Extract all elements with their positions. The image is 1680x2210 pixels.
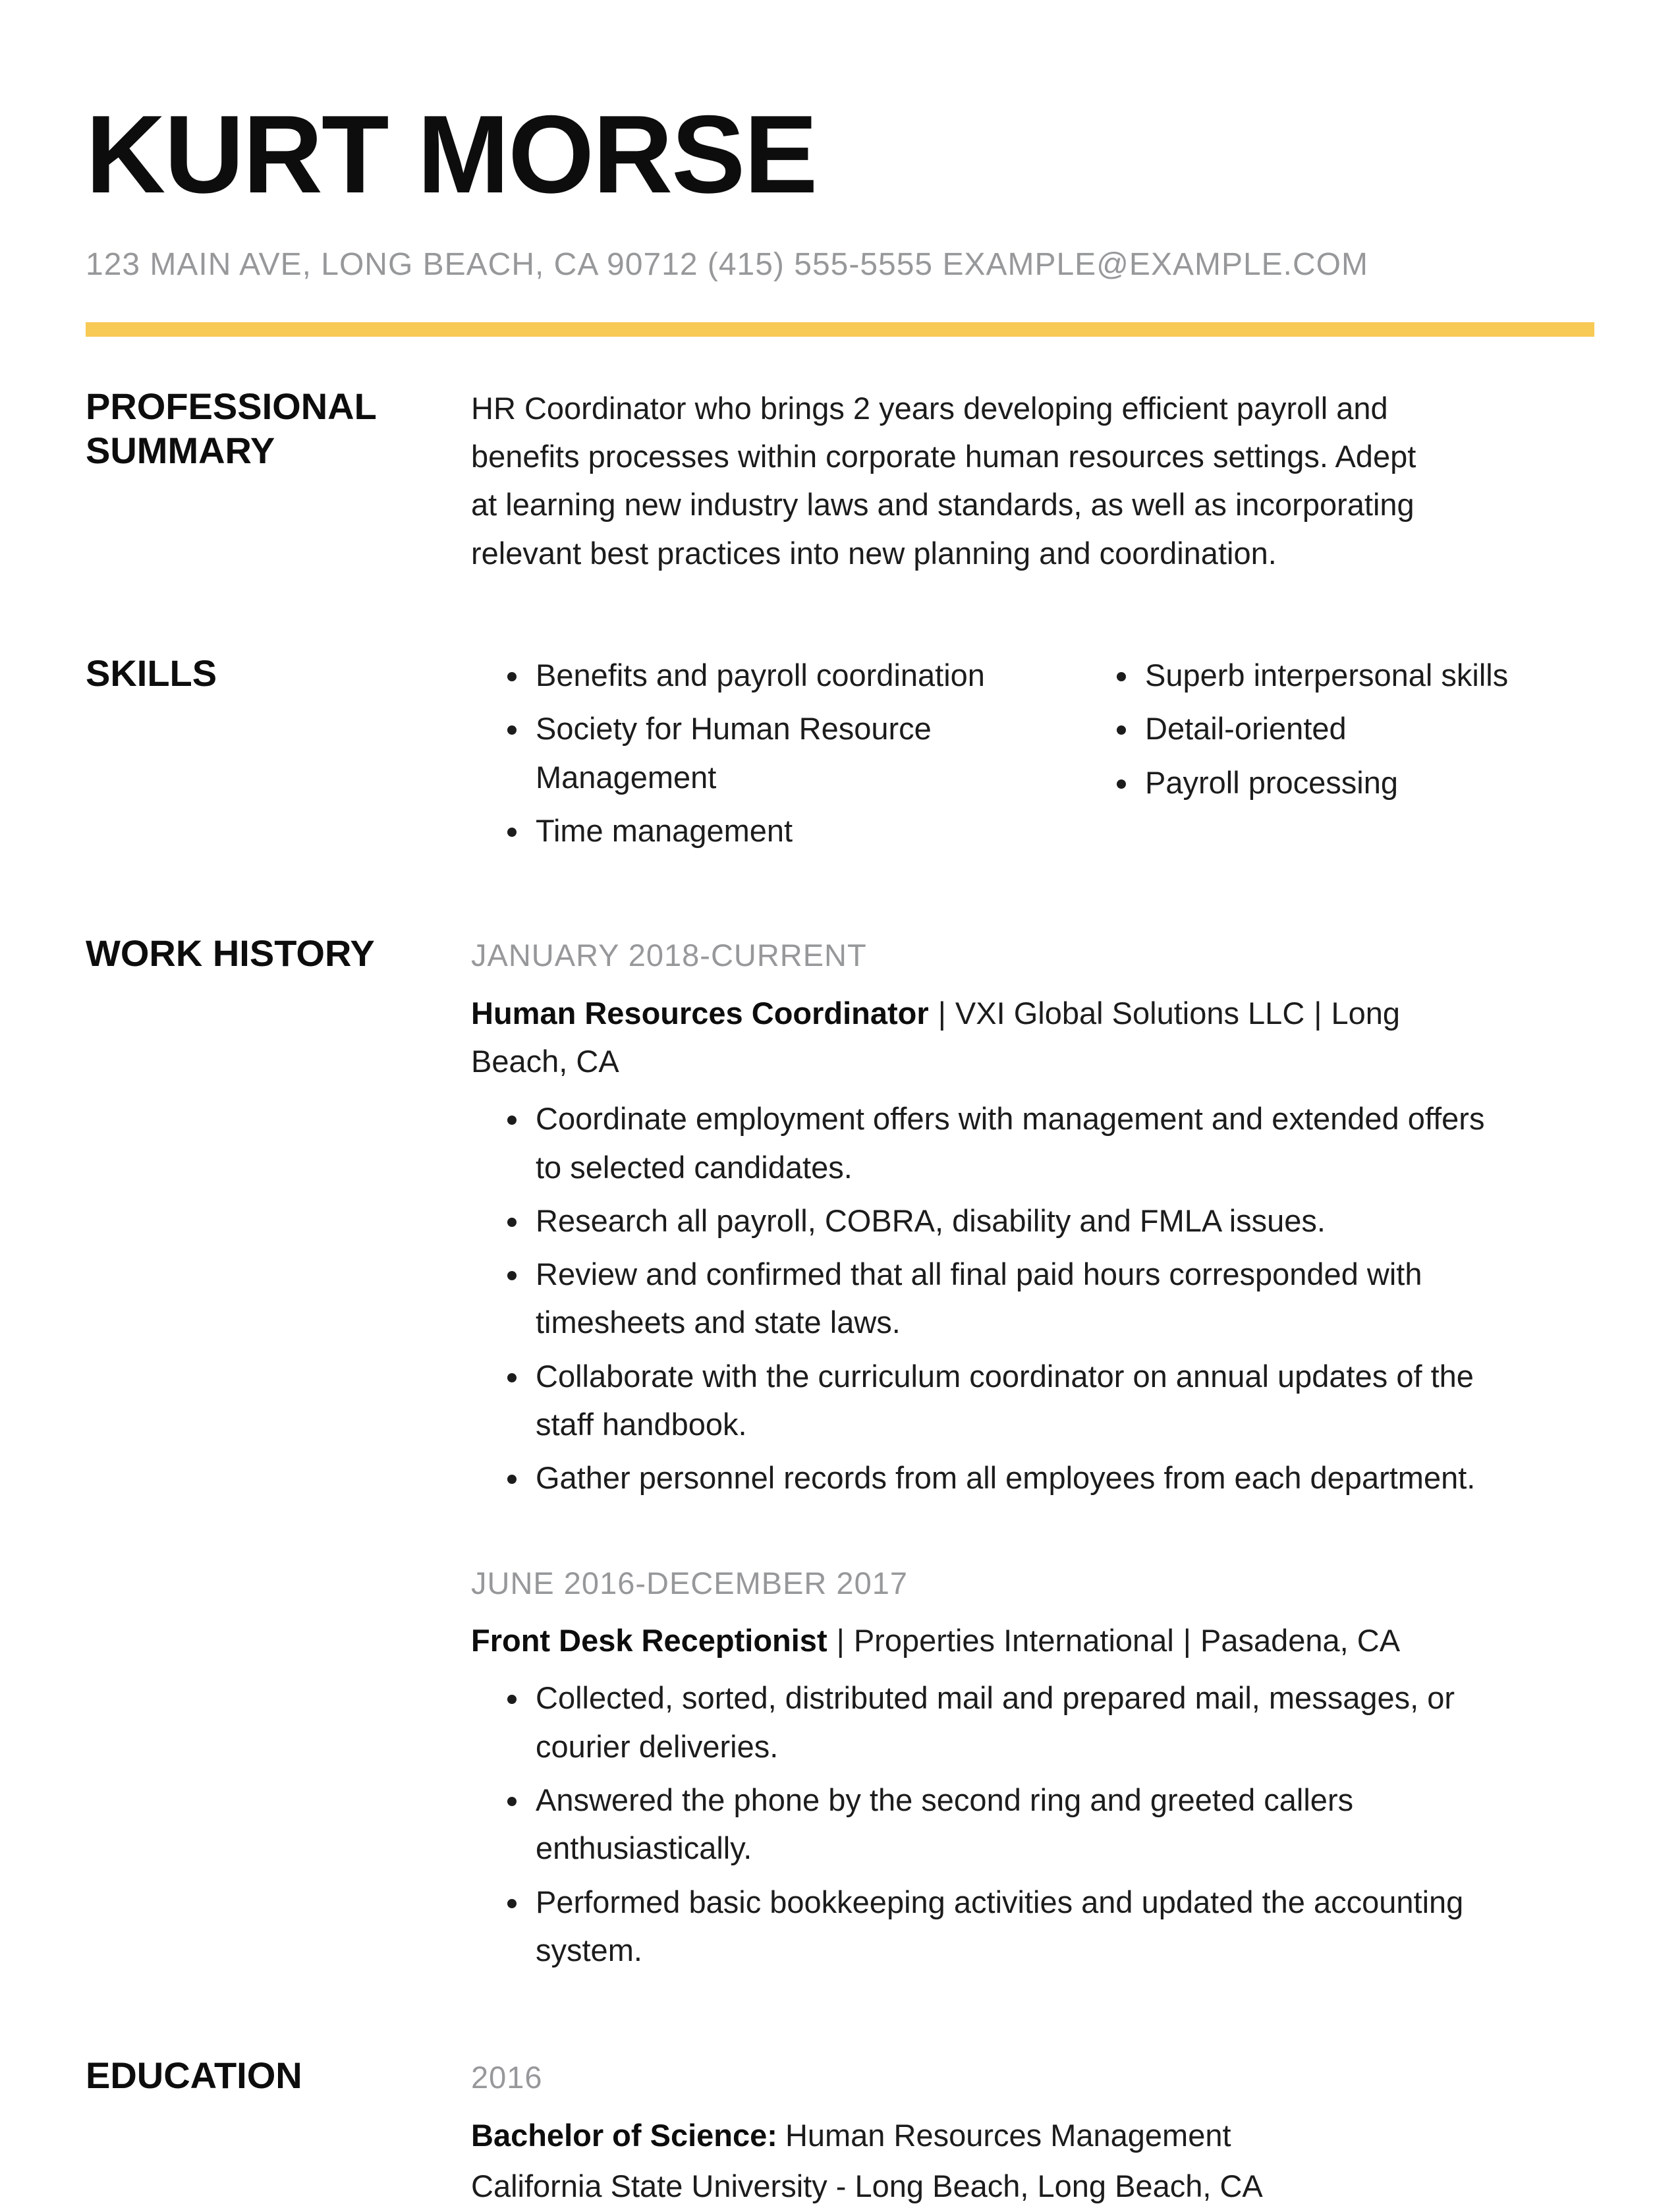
skill-item: • Superb interpersonal skills	[1140, 651, 1594, 699]
job-bullet: • Collaborate with the curriculum coordinator on annual updates of the staff handbook.	[530, 1352, 1504, 1449]
job-title: Human Resources Coordinator	[471, 995, 929, 1031]
skills-list-left	[471, 651, 1080, 855]
resume-header	[86, 92, 1594, 337]
education-content	[471, 2053, 1594, 2210]
skill-item: • Detail-oriented	[1140, 704, 1594, 752]
job-dates: JANUARY 2018-CURRENT	[471, 938, 867, 973]
pipe-separator: |	[1314, 995, 1322, 1031]
pipe-separator: |	[1183, 1623, 1191, 1658]
education-year: 2016	[471, 2060, 543, 2095]
skill-item: • Time management	[530, 807, 1003, 855]
job-bullet: • Answered the phone by the second ring and greeted callers enthusiastically.	[530, 1776, 1504, 1873]
job-dates: JUNE 2016-DECEMBER 2017	[471, 1565, 908, 1601]
job-title-line	[471, 989, 1459, 1086]
section-work-history	[86, 931, 1594, 1979]
skill-item: • Society for Human Resource Management	[530, 704, 1003, 801]
job-entry-1	[471, 931, 1594, 1502]
job-company: VXI Global Solutions LLC	[955, 995, 1305, 1031]
pipe-separator: |	[938, 995, 946, 1031]
job-location: Pasadena, CA	[1200, 1623, 1401, 1658]
job-bullet: • Collected, sorted, distributed mail and prepared mail, messages, or courier deliveries.	[530, 1674, 1504, 1771]
skills-column-left	[471, 651, 1080, 860]
job-company: Properties International	[853, 1623, 1174, 1658]
work-history-content	[471, 931, 1594, 1979]
job-bullet: • Coordinate employment offers with management and extended offers to selected candidates.	[530, 1094, 1504, 1191]
job-bullet: • Performed basic bookkeeping activities and updated the accounting system.	[530, 1878, 1504, 1975]
skills-columns	[471, 651, 1594, 860]
education-degree: Bachelor of Science:	[471, 2117, 777, 2153]
job-title: Front Desk Receptionist	[471, 1623, 827, 1658]
job-bullet-list	[471, 1674, 1594, 1974]
skills-heading: SKILLS	[86, 652, 217, 694]
education-field: Human Resources Management	[785, 2117, 1231, 2153]
summary-heading: PROFESSIONAL SUMMARY	[86, 385, 376, 471]
section-skills	[86, 651, 1594, 860]
job-location: Long Beach, CA	[471, 995, 1401, 1079]
skill-item: • Payroll processing	[1140, 758, 1594, 807]
resume-body	[86, 384, 1594, 2210]
job-entry-2	[471, 1559, 1594, 1975]
pipe-separator: |	[836, 1623, 845, 1658]
education-degree-line	[471, 2111, 1594, 2159]
job-bullet: • Research all payroll, COBRA, disability and FMLA issues.	[530, 1197, 1504, 1245]
accent-divider	[86, 322, 1594, 337]
skills-list-right	[1080, 651, 1594, 807]
skills-column-right	[1080, 651, 1594, 860]
job-bullet-list	[471, 1094, 1594, 1502]
skill-item: • Benefits and payroll coordination	[530, 651, 1003, 699]
job-title-line	[471, 1616, 1459, 1664]
contact-line: 123 MAIN AVE, LONG BEACH, CA 90712 (415) 555-5555 EXAMPLE@EXAMPLE.COM	[86, 247, 1368, 282]
job-bullet: • Review and confirmed that all final paid hours corresponded with timesheets and state laws.	[530, 1250, 1504, 1347]
section-education	[86, 2053, 1594, 2210]
job-bullet: • Gather personnel records from all employees from each department.	[530, 1454, 1504, 1502]
section-professional-summary	[86, 384, 1594, 577]
education-school: California State University - Long Beach, Long Beach, CA	[471, 2168, 1263, 2203]
summary-text: HR Coordinator who brings 2 years developing efficient payroll and benefits processes within corporate human resources settings. Adept at learning new industry laws and standards, as well as incorporating relevant best practices into new planning and coordination.	[471, 390, 1416, 571]
work-history-heading: WORK HISTORY	[86, 932, 375, 975]
education-heading: EDUCATION	[86, 2054, 302, 2097]
person-name: KURT MORSE	[86, 92, 817, 216]
